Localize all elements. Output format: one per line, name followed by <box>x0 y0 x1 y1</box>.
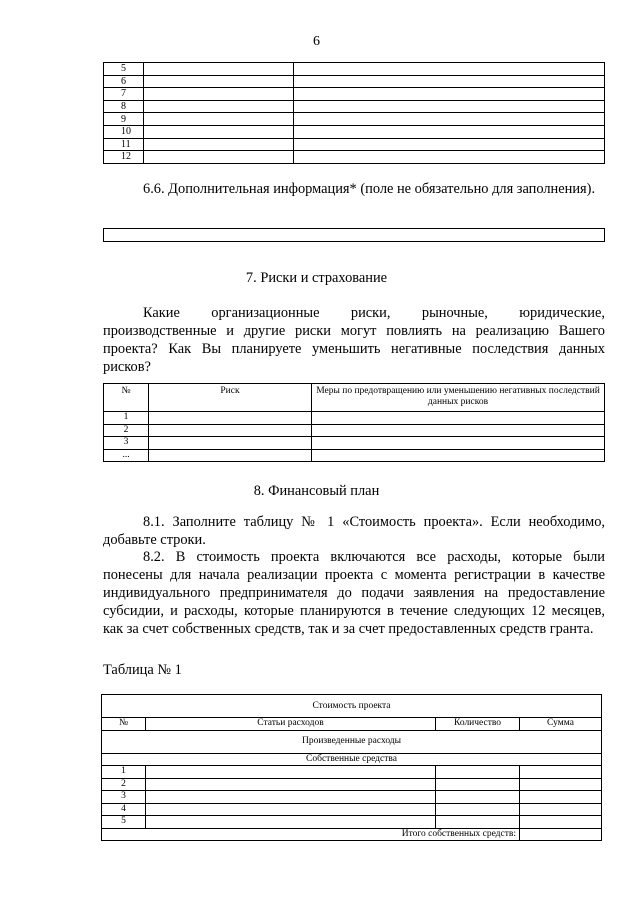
measures-cell[interactable] <box>312 424 605 437</box>
expense-item-cell[interactable] <box>146 803 436 816</box>
row-number: 11 <box>104 138 144 151</box>
sum-cell[interactable] <box>520 803 602 816</box>
table-row <box>102 791 602 804</box>
row-number: 5 <box>104 63 144 76</box>
risk-cell[interactable] <box>149 437 312 450</box>
expense-item-cell[interactable] <box>146 791 436 804</box>
measures-cell[interactable] <box>312 412 605 425</box>
table-cell[interactable] <box>294 138 605 151</box>
table-row <box>104 151 605 164</box>
quantity-cell[interactable] <box>436 816 520 829</box>
page-number: 6 <box>313 34 320 49</box>
risks-col-risk: Риск <box>149 384 312 412</box>
section-8-heading: 8. Финансовый план <box>253 483 380 499</box>
continuation-table <box>103 62 605 164</box>
table-row <box>104 125 605 138</box>
sum-cell[interactable] <box>520 791 602 804</box>
table-cell[interactable] <box>294 151 605 164</box>
expense-item-cell[interactable] <box>146 766 436 779</box>
risks-col-number: № <box>104 384 149 412</box>
table-1-label: Таблица № 1 <box>103 662 182 678</box>
row-number: ... <box>104 449 149 462</box>
table-row <box>102 766 602 779</box>
quantity-cell[interactable] <box>436 766 520 779</box>
sum-cell[interactable] <box>520 816 602 829</box>
table-row <box>104 138 605 151</box>
risk-cell[interactable] <box>149 424 312 437</box>
table-cell[interactable] <box>144 63 294 76</box>
table-cell[interactable] <box>144 88 294 101</box>
table-row <box>102 816 602 829</box>
table-row <box>104 75 605 88</box>
table-cell[interactable] <box>144 125 294 138</box>
row-number: 6 <box>104 75 144 88</box>
cost-col-number: № <box>102 718 146 731</box>
row-number: 3 <box>102 791 146 804</box>
sum-cell[interactable] <box>520 778 602 791</box>
expense-item-cell[interactable] <box>146 816 436 829</box>
risks-question: Какие организационные риски, рыночные, юридические, производственные и другие риски могут повлиять на реализацию Вашего проекта? Как Вы планируете уменьшить негативные последствия данных рисков? <box>103 305 605 375</box>
cost-col-sum: Сумма <box>520 718 602 731</box>
sum-cell[interactable] <box>520 766 602 779</box>
total-own-funds-value[interactable] <box>520 828 602 841</box>
table-row <box>104 113 605 126</box>
cost-table-title: Стоимость проекта <box>102 695 602 718</box>
table-cell[interactable] <box>294 75 605 88</box>
table-row <box>104 412 605 425</box>
row-number: 9 <box>104 113 144 126</box>
table-cell[interactable] <box>294 100 605 113</box>
table-cell[interactable] <box>294 63 605 76</box>
table-row <box>104 88 605 101</box>
measures-cell[interactable] <box>312 449 605 462</box>
table-row <box>104 63 605 76</box>
row-number: 10 <box>104 125 144 138</box>
row-number: 7 <box>104 88 144 101</box>
row-number: 12 <box>104 151 144 164</box>
row-number: 3 <box>104 437 149 450</box>
own-funds-row: Собственные средства <box>102 753 602 766</box>
table-row <box>102 803 602 816</box>
expense-item-cell[interactable] <box>146 778 436 791</box>
financial-paragraph-2: 8.2. В стоимость проекта включаются все расходы, которые были понесены для начала реализации проекта с момента регистрации в качестве индивидуального предпринимателя до подачи заявления на предоставление субсидии, и расходы, которые планируются в течение следующих 12 месяцев, как за счет собственных средств, так и за счет предоставленных средств гранта. <box>103 549 605 637</box>
quantity-cell[interactable] <box>436 803 520 816</box>
quantity-cell[interactable] <box>436 791 520 804</box>
row-number: 2 <box>102 778 146 791</box>
project-cost-table <box>101 694 602 841</box>
table-cell[interactable] <box>144 138 294 151</box>
cost-col-items: Статьи расходов <box>146 718 436 731</box>
row-number: 1 <box>104 412 149 425</box>
table-row <box>102 778 602 791</box>
total-own-funds-label: Итого собственных средств: <box>102 828 520 841</box>
financial-paragraph-1: 8.1. Заполните таблицу № 1 «Стоимость проекта». Если необходимо, добавьте строки. <box>103 514 605 548</box>
table-row <box>104 437 605 450</box>
table-cell[interactable] <box>294 125 605 138</box>
row-number: 2 <box>104 424 149 437</box>
table-cell[interactable] <box>144 75 294 88</box>
table-cell[interactable] <box>144 100 294 113</box>
measures-cell[interactable] <box>312 437 605 450</box>
row-number: 5 <box>102 816 146 829</box>
total-row <box>102 828 602 841</box>
row-number: 8 <box>104 100 144 113</box>
quantity-cell[interactable] <box>436 778 520 791</box>
additional-info-field[interactable] <box>103 228 605 242</box>
additional-info-paragraph: 6.6. Дополнительная информация* (поле не обязательно для заполнения). <box>143 181 596 197</box>
section-7-heading: 7. Риски и страхование <box>245 270 388 286</box>
row-number: 1 <box>102 766 146 779</box>
incurred-expenses-row: Произведенные расходы <box>102 730 602 753</box>
risk-cell[interactable] <box>149 449 312 462</box>
table-row <box>104 100 605 113</box>
table-row <box>104 449 605 462</box>
table-row <box>104 424 605 437</box>
cost-col-quantity: Количество <box>436 718 520 731</box>
table-cell[interactable] <box>294 113 605 126</box>
table-cell[interactable] <box>144 113 294 126</box>
risks-table <box>103 383 605 462</box>
risk-cell[interactable] <box>149 412 312 425</box>
table-cell[interactable] <box>144 151 294 164</box>
row-number: 4 <box>102 803 146 816</box>
risks-col-measures: Меры по предотвращению или уменьшению негативных последствий данных рисков <box>312 384 605 412</box>
table-cell[interactable] <box>294 88 605 101</box>
